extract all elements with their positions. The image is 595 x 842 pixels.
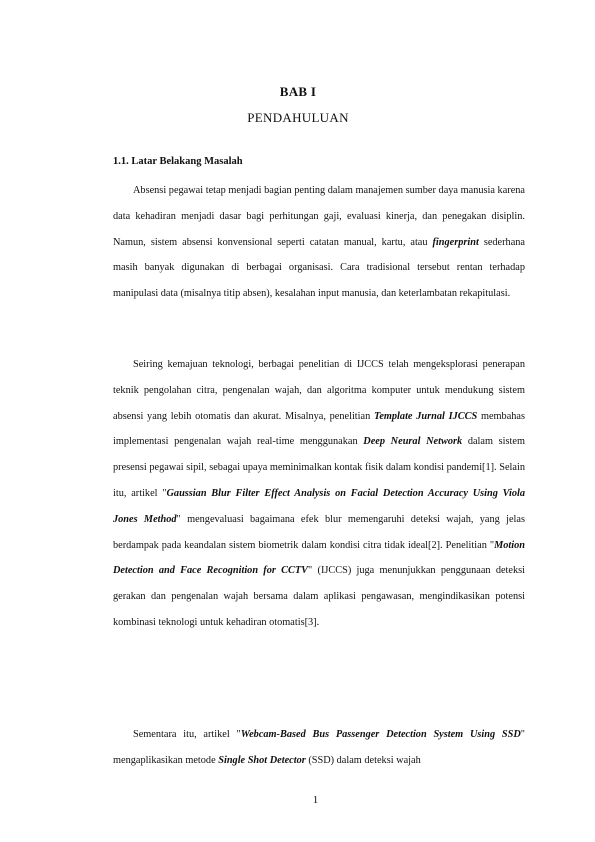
emphasis-text: Motion Detection and Face Recognition for CCTV: [113, 539, 525, 577]
paragraph-1: [113, 178, 525, 307]
emphasis-text: Gaussian Blur Filter Effect Analysis on Facial Detection Accuracy Using Viola Jones Method: [113, 487, 525, 525]
section-heading: 1.1. Latar Belakang Masalah: [113, 156, 243, 167]
paragraph-text: " mengevaluasi bagaimana efek blur memengaruhi deteksi wajah, yang jelas berdampak pada keandalan sistem biometrik dalam kondisi citra tidak ideal[2]. Penelitian ": [113, 513, 525, 551]
emphasis-text: Template Jurnal IJCCS: [373, 410, 478, 422]
paragraph-text: Sementara itu, artikel ": [133, 729, 241, 740]
paragraph-text: " mengaplikasikan metode: [113, 729, 525, 766]
emphasis-text: fingerprint: [432, 236, 479, 248]
paragraph-text: Seiring kemajuan teknologi, berbagai penelitian di IJCCS telah mengeksplorasi penerapan teknik pengolahan citra, pengenalan wajah, dan algoritma komputer untuk mendukung sistem absensi yang lebih otomatis dan akurat. Misalnya, penelitian: [113, 359, 525, 422]
paragraph-text: membahas implementasi pengenalan wajah real-time menggunakan: [113, 410, 525, 448]
paragraph-text: (SSD) dalam deteksi wajah: [305, 754, 421, 766]
paragraph-text: Absensi pegawai tetap menjadi bagian penting dalam manajemen sumber daya manusia karena data kehadiran menjadi dasar bagi perhitungan gaji, evaluasi kinerja, dan penegakan disiplin. Namun, sistem absensi konvensional seperti catatan manual, kartu, atau: [113, 185, 525, 248]
emphasis-text: Webcam-Based Bus Passenger Detection System Using SSD: [240, 729, 521, 740]
chapter-title: PENDAHULUAN: [247, 110, 349, 125]
emphasis-text: Deep Neural Network: [363, 436, 463, 448]
chapter-number: BAB I: [279, 84, 317, 99]
paragraph-text: dalam sistem presensi pegawai sipil, sebagai upaya meminimalkan kontak fisik dalam kondisi pandemi[1]. Selain itu, artikel ": [113, 436, 525, 499]
paragraph-3: [113, 722, 525, 774]
page-number: 1: [312, 794, 319, 806]
paragraph-text: sederhana masih banyak digunakan di berbagai organisasi. Cara tradisional tersebut rentan terhadap manipulasi data (misalnya titip absen), kesalahan input manusia, dan keterlambatan rekapitulasi.: [113, 236, 525, 300]
paragraph-text: " (IJCCS) juga menunjukkan penggunaan deteksi gerakan dan pengenalan wajah bersama dalam aplikasi pengawasan, mengindikasikan potensi kombinasi teknologi untuk kehadiran otomatis[3].: [113, 565, 525, 628]
emphasis-text: Single Shot Detector: [218, 754, 306, 766]
paragraph-2: [113, 352, 525, 636]
